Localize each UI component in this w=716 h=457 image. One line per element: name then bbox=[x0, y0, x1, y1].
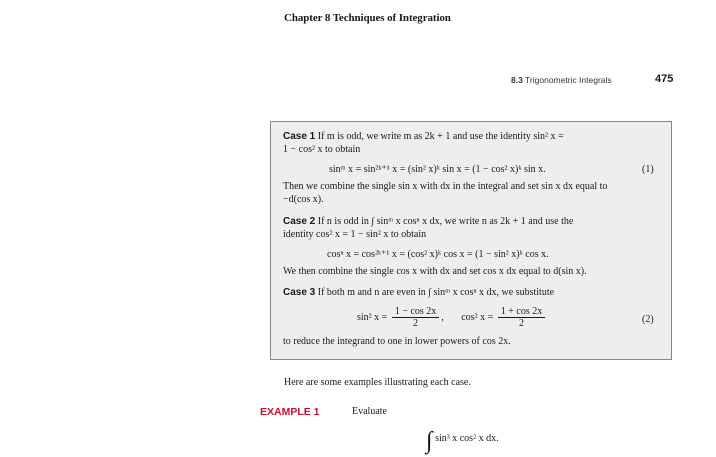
chapter-title: Chapter 8 Techniques of Integration bbox=[284, 12, 451, 24]
section-title: Trigonometric Integrals bbox=[525, 75, 612, 85]
eq2-number: (2) bbox=[642, 314, 654, 325]
case3-after1: to reduce the integrand to one in lower powers of cos 2x. bbox=[283, 336, 511, 347]
case1-after1: Then we combine the single sin x with dx in the integral and set sin x dx equal to bbox=[283, 181, 608, 192]
case3-label: Case 3 bbox=[283, 287, 316, 298]
cases-box bbox=[270, 121, 672, 360]
eq2-left: sin² x = bbox=[357, 311, 388, 323]
half-angle-sin-fraction bbox=[392, 306, 439, 329]
example-integral bbox=[426, 428, 499, 455]
case1-equation: sinᵐ x = sin²ᵏ⁺¹ x = (sin² x)ᵏ sin x = (1 − cos² x)ᵏ sin x. bbox=[329, 164, 546, 175]
eq1-number: (1) bbox=[642, 164, 654, 175]
case2-line1 bbox=[283, 216, 573, 228]
case2-label: Case 2 bbox=[283, 216, 316, 227]
case3-line1 bbox=[283, 287, 554, 299]
frac1-denominator: 2 bbox=[413, 318, 419, 329]
case1-label: Case 1 bbox=[283, 131, 316, 142]
case3-text1: If both m and n are even in ∫ sinᵐ x cosⁿ x dx, we substitute bbox=[317, 287, 555, 298]
page-number: 475 bbox=[655, 73, 674, 85]
case2-line2: identity cos² x = 1 − sin² x to obtain bbox=[283, 229, 427, 240]
section-number: 8.3 bbox=[511, 75, 523, 85]
case1-after2: −d(cos x). bbox=[283, 194, 324, 205]
case2-text1: If n is odd in ∫ sinᵐ x cosⁿ x dx, we write n as 2k + 1 and use the bbox=[317, 216, 574, 227]
case2-equation: cosⁿ x = cos²ᵏ⁺¹ x = (cos² x)ᵏ cos x = (1 − sin² x)ᵏ cos x. bbox=[327, 249, 549, 260]
case1-line1 bbox=[283, 131, 564, 143]
case1-text1: If m is odd, we write m as 2k + 1 and use the identity sin² x = bbox=[317, 131, 564, 142]
frac2-denominator: 2 bbox=[519, 318, 524, 329]
running-head bbox=[511, 75, 612, 85]
case3-equation: sin² x = $\frac{1 - \cos 2x}{2}$ , cos² x = $\frac{1 + \cos 2x}{2}$ bbox=[357, 306, 547, 329]
frac1-numerator: 1 − cos 2x bbox=[392, 306, 439, 318]
half-angle-cos-fraction bbox=[498, 306, 545, 329]
intro-text: Here are some examples illustrating each case. bbox=[284, 377, 471, 388]
case1-line2: 1 − cos² x to obtain bbox=[283, 144, 361, 155]
example-text: Evaluate bbox=[352, 406, 387, 417]
example-label: EXAMPLE 1 bbox=[260, 406, 320, 418]
frac2-numerator: 1 + cos 2x bbox=[498, 306, 545, 318]
case2-after1: We then combine the single cos x with dx and set cos x dx equal to d(sin x). bbox=[283, 266, 587, 277]
integral-sign-icon: ∫ bbox=[426, 428, 433, 454]
example-integrand: sin³ x cos² x dx. bbox=[435, 433, 499, 444]
eq2-mid: cos² x = bbox=[461, 311, 494, 323]
